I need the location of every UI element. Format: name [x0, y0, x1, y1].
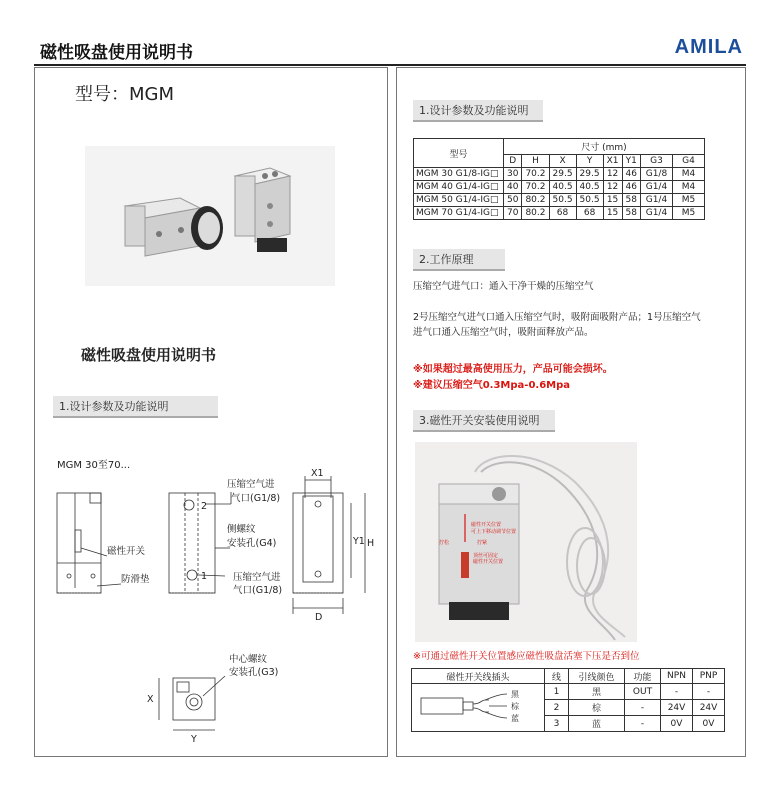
page-title: 磁性吸盘使用说明书	[40, 43, 193, 63]
spec-cell: 80.2	[522, 194, 549, 207]
spec-col-header: X	[549, 155, 576, 168]
label-port-1: 1	[201, 571, 208, 582]
section-heading-design: 1.设计参数及功能说明	[53, 396, 218, 418]
spec-cell: G1/4	[640, 207, 672, 220]
photo-note-set-screw: 顶丝可固定	[473, 553, 499, 559]
spec-cell: 50.5	[576, 194, 603, 207]
model-label: 型号：MGM	[75, 84, 175, 105]
wiring-header: NPN	[661, 669, 693, 684]
spec-cell: 50.5	[549, 194, 576, 207]
label-side-thread-line1: 侧螺纹	[227, 524, 256, 535]
pressure-warning: ※如果超过最高使用压力，产品可能会损坏。	[413, 364, 613, 375]
series-label: MGM 30至70...	[57, 460, 131, 471]
label-dim-h: H	[367, 538, 375, 549]
product-photo-drawing	[85, 146, 335, 286]
label-air-inlet-top-line2: 气口(G1/8)	[231, 493, 281, 504]
wiring-header: 磁性开关线插头	[412, 669, 545, 684]
spec-col-header: Y1	[622, 155, 640, 168]
spec-cell: G1/4	[640, 181, 672, 194]
spec-cell: 12	[603, 168, 622, 181]
spec-cell: 46	[622, 181, 640, 194]
section-heading-principle: 2.工作原理	[413, 249, 505, 271]
wiring-cell: -	[693, 684, 725, 700]
plug-label-black: 黑	[511, 690, 519, 699]
wiring-cell: -	[625, 700, 661, 716]
wiring-cell: 24V	[661, 700, 693, 716]
wiring-header: 功能	[625, 669, 661, 684]
spec-model-header: 型号	[414, 139, 504, 168]
spec-cell: MGM 50 G1/4-IG□	[414, 194, 504, 207]
spec-col-header: G3	[640, 155, 672, 168]
section-heading-design-right: 1.设计参数及功能说明	[413, 100, 543, 122]
wiring-cell: 棕	[569, 700, 625, 716]
photo-note-tighten: 拧紧	[477, 540, 488, 546]
photo-note-adjust: 可上下移动调节位置	[471, 529, 517, 535]
wiring-header: 引线颜色	[569, 669, 625, 684]
principle-line-2b: 进气口通入压缩空气时，吸附面释放产品。	[413, 327, 594, 338]
spec-cell: 70.2	[522, 168, 549, 181]
wiring-cell: 0V	[693, 716, 725, 732]
spec-cell: 70.2	[522, 181, 549, 194]
spec-cell: 80.2	[522, 207, 549, 220]
wiring-cell: 蓝	[569, 716, 625, 732]
spec-cell: M5	[672, 207, 704, 220]
spec-col-header: H	[522, 155, 549, 168]
spec-cell: MGM 40 G1/4-IG□	[414, 181, 504, 194]
wiring-row	[412, 684, 725, 700]
spec-col-header: G4	[672, 155, 704, 168]
label-dim-d: D	[315, 612, 323, 623]
photo-note-switch-position-2: 磁性开关位置	[473, 559, 504, 565]
spec-table-row	[414, 181, 705, 194]
label-air-inlet-bottom-line2: 气口(G1/8)	[233, 585, 283, 596]
wiring-cell: 2	[545, 700, 569, 716]
spec-cell: 15	[603, 207, 622, 220]
spec-cell: 58	[622, 194, 640, 207]
spec-table-header-row	[414, 139, 705, 155]
header-divider	[34, 64, 746, 66]
principle-line-2a: 2号压缩空气进气口通入压缩空气时，吸附面吸附产品；1号压缩空气	[413, 312, 701, 323]
photo-note-loosen: 拧松	[439, 540, 450, 546]
label-dim-x: X	[147, 694, 154, 705]
spec-cell: 68	[576, 207, 603, 220]
label-side-thread-line2: 安装孔(G4)	[227, 538, 277, 549]
spec-cell: 40.5	[549, 181, 576, 194]
spec-table-row	[414, 207, 705, 220]
label-air-inlet-bottom-line1: 压缩空气进	[233, 572, 281, 583]
technical-drawing	[35, 468, 389, 758]
right-panel	[396, 67, 746, 757]
spec-cell: M4	[672, 168, 704, 181]
label-anti-slip-pad: 防滑垫	[121, 574, 150, 585]
spec-table-row	[414, 168, 705, 181]
spec-cell: MGM 30 G1/8-IG□	[414, 168, 504, 181]
spec-cell: 40.5	[576, 181, 603, 194]
spec-col-header: Y	[576, 155, 603, 168]
principle-line-1: 压缩空气进气口：通入干净干燥的压缩空气	[413, 281, 594, 292]
spec-cell: 46	[622, 168, 640, 181]
section-heading-switch: 3.磁性开关安装使用说明	[413, 410, 555, 432]
spec-cell: M5	[672, 194, 704, 207]
spec-col-header: D	[504, 155, 522, 168]
wiring-cell: 黑	[569, 684, 625, 700]
label-center-thread-line1: 中心螺纹	[229, 654, 268, 665]
plug-label-brown: 棕	[511, 702, 519, 711]
plug-diagram-cell	[412, 684, 545, 732]
wiring-header-row	[412, 669, 725, 684]
spec-size-header: 尺寸 (mm)	[504, 139, 705, 155]
plug-diagram	[415, 684, 541, 728]
spec-cell: 29.5	[549, 168, 576, 181]
label-dim-x1: X1	[311, 468, 324, 479]
spec-col-header: X1	[603, 155, 622, 168]
wiring-cell: -	[625, 716, 661, 732]
spec-cell: MGM 70 G1/4-IG□	[414, 207, 504, 220]
wiring-cell: -	[661, 684, 693, 700]
label-air-inlet-top-line1: 压缩空气进	[227, 479, 275, 490]
manual-subtitle: 磁性吸盘使用说明书	[81, 346, 217, 364]
product-left-image	[125, 198, 223, 256]
wiring-table	[411, 668, 725, 732]
label-dim-y1: Y1	[353, 536, 365, 547]
pressure-recommendation: ※建议压缩空气0.3Mpa-0.6Mpa	[413, 380, 571, 391]
wiring-cell: 1	[545, 684, 569, 700]
side-view-drawing	[57, 493, 121, 593]
product-right-image	[235, 168, 290, 252]
spec-table-row	[414, 194, 705, 207]
front-view-drawing	[169, 492, 231, 593]
label-center-thread-line2: 安装孔(G3)	[229, 667, 279, 678]
spec-cell: M4	[672, 181, 704, 194]
spec-cell: 12	[603, 181, 622, 194]
spec-cell: G1/8	[640, 168, 672, 181]
spec-cell: 58	[622, 207, 640, 220]
brand-logo: AMILA	[674, 36, 743, 58]
wiring-header: PNP	[693, 669, 725, 684]
spec-cell: 30	[504, 168, 522, 181]
label-port-2: 2	[201, 501, 208, 512]
spec-cell: 50	[504, 194, 522, 207]
switch-install-photo	[415, 442, 637, 642]
spec-cell: 70	[504, 207, 522, 220]
spec-cell: 15	[603, 194, 622, 207]
top-view-drawing	[159, 676, 225, 730]
spec-cell: 40	[504, 181, 522, 194]
wiring-header: 线	[545, 669, 569, 684]
product-photo	[85, 146, 335, 286]
label-dim-y: Y	[191, 734, 197, 745]
spec-table	[413, 138, 705, 220]
wiring-cell: OUT	[625, 684, 661, 700]
wiring-cell: 24V	[693, 700, 725, 716]
switch-install-photo-drawing	[415, 442, 637, 642]
spec-cell: 68	[549, 207, 576, 220]
spec-cell: 29.5	[576, 168, 603, 181]
spec-cell: G1/4	[640, 194, 672, 207]
plug-label-blue: 蓝	[511, 714, 519, 723]
wiring-cell: 3	[545, 716, 569, 732]
switch-sensing-note: ※可通过磁性开关位置感应磁性吸盘活塞下压是否到位	[413, 651, 640, 662]
photo-note-switch-position: 磁性开关位置	[471, 522, 502, 528]
wiring-cell: 0V	[661, 716, 693, 732]
left-panel	[34, 67, 388, 757]
label-magnetic-switch: 磁性开关	[107, 546, 146, 557]
